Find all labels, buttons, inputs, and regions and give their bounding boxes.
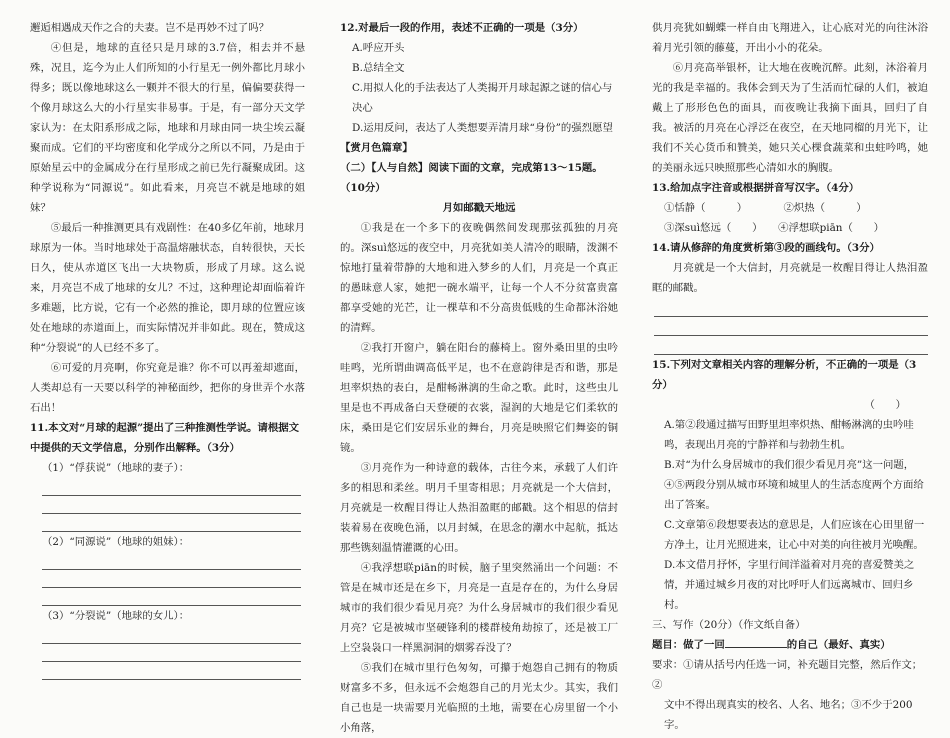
topic-blank[interactable] <box>725 635 787 648</box>
question-14-sentence: 月亮就是一个大信封，月亮就是一枚醒目得让人热泪盈眶的邮戳。 <box>652 262 928 294</box>
option-b: B.总结全文 <box>352 62 405 74</box>
answer-line[interactable] <box>42 552 301 570</box>
item-3[interactable]: ③深suì悠远（ ） <box>664 222 758 234</box>
answer-line[interactable] <box>42 496 301 514</box>
answer-line[interactable] <box>654 336 928 355</box>
question-13: 13.给加点字注音或根据拼音写汉字。（4分） <box>652 182 860 194</box>
article-paragraph-5-end: 供月亮犹如蝴蝶一样自由飞翔进入，让心底对光的向往沐浴着月光引领的藤蔓，开出小小的花朵。 <box>652 22 928 54</box>
topic-suffix: 的自己（最好、真实） <box>786 639 891 651</box>
article-paragraph-6: ⑥月亮高举银杯，让大地在夜晚沉醉。此刻，沐浴着月光的我是幸福的。我体会到天为了生活而忙碌的人们，被迫戴上了形形色色的面具，而夜晚让我摘下面具，回归了自我。被活的月亮在心浮泛在夜空，在天地同榴的月光下，让我们不关心货币和贊美，她只关心棵食蔬菜和虫蛀吟鸣，她的美丽永远只映照那些心清如水的胸腹。 <box>652 62 928 174</box>
column-left <box>30 18 305 658</box>
answer-line[interactable] <box>42 514 301 532</box>
answer-line[interactable] <box>42 644 301 662</box>
article-paragraph-1: ①我是在一个多下的夜晚偶然间发现那弦孤独的月亮的。深suì悠远的夜空中，月亮犹如美人清冷的眼睛，泼渊不惊地打量着带静的大地和进入梦乡的人们，月亮是一个真正的愚昧意人家，她把一碗水端平，让每一个人不分贫富贵富都享受她的光芒，让一棵草和不分高贵低贱的生命都沐浴她的清辉。 <box>340 222 618 334</box>
writing-topic <box>652 635 928 655</box>
option-b: B.对“为什么身居城市的我们很少看见月亮”这一问题，④⑤两段分别从城市环境和城里人的生活态度两个方面给出了答案。 <box>664 459 924 511</box>
requirements-1: 要求：①请从括号内任选一词，补充题目完整，然后作文；② <box>652 659 923 691</box>
answer-line[interactable] <box>42 478 301 496</box>
answer-line[interactable] <box>654 317 928 336</box>
paragraph-3-end: 邂逅相遇成天作之合的夫妻。岂不是再妙不过了吗？ <box>30 22 269 34</box>
article-title: 月如邮戳天地远 <box>442 202 516 214</box>
topic-prefix: 题目：做了一回 <box>652 639 725 651</box>
option-d: D.运用反问，表达了人类想要弄清月球“身份”的强烈愿望 <box>352 122 613 134</box>
question-11-part-3: （3）“分裂说”（地球的女儿）： <box>42 610 190 622</box>
question-13-row-2 <box>652 218 928 238</box>
question-15: 15.下列对文章相关内容的理解分析，不正确的一项是（3分） <box>652 359 917 391</box>
section-heading: 【赏月色篇章】 <box>340 142 413 154</box>
article-paragraph-3: ③月亮作为一种诗意的载体，古往今来，承载了人们许多的相思和柔丝。明月千里寄相思；月亮就是一个大信封，月亮就是一枚醒目得让人热泪盈眶的邮戳。这个相思的信封装着易在夜晚色涌，以月封缄，在思念的潮水中起航，抵达那些镌刻温情灌溉的心田。 <box>340 462 618 554</box>
paragraph-4: ④但是，地球的直径只是月球的3.7倍，相去并不悬殊，况且，迄今为止人们所知的小行星无一例外都比月球小得多；既以像地球这么一颗并不很大的行星，偏偏要获得一个像月球这么大的小行星实非易事。于是，有一部分天文学家认为：在太阳系形成之际，地球和月球由同一块尘埃云凝聚而成。它们的平均密度和化学成分之所以不同，乃是由于原始星云中的金属成分在行星形成之前已先行凝聚成团。这种学说称为“同源说”。如此看来，月亮岂不就是地球的姐妹？ <box>30 42 305 214</box>
answer-line[interactable] <box>42 570 301 588</box>
article-paragraph-4: ④我浮想联piān的时候，脑子里突然涌出一个问题：不管是在城市还是在乡下，月亮是一直是存在的，为什么身居城市的我们很少看见月亮？为什么身居城市的我们很少看见月亮？它是被城市坚硬锋利的楼群棱角劫掠了，还是被工厂上空袅袅口一样黑洞洞的烟雾吞没了？ <box>340 562 618 654</box>
option-d: D.本文借月抒怀，字里行间洋溢着对月亮的喜爱赞美之情，并通过城乡月夜的对比呼吁人们远离城市、回归乡村。 <box>664 559 915 611</box>
answer-line[interactable] <box>42 662 301 680</box>
option-c: C.用拟人化的手法表达了人类揭开月球起源之谜的信心与决心 <box>352 82 613 114</box>
question-11-part-1: （1）“俘获说”（地球的妻子）： <box>42 462 190 474</box>
question-11: 11.本文对“月球的起源”提出了三种推测性学说。请根据文中提供的天文学信息，分别作出解释。（3分） <box>30 422 300 454</box>
question-14: 14.请从修辞的角度赏析第③段的画线句。（3分） <box>652 242 880 254</box>
paragraph-6: ⑥可爱的月亮啊，你究竟是谁？你不可以再羞却遮面，人类却总有一天要以科学的神秘面纱，把你的身世弄个水落石出！ <box>30 362 305 414</box>
article-paragraph-5: ⑤我们在城市里行色匆匆，可攥于炮怨自己拥有的物质财富多不多，但永远不会炮怨自己的月光太少。其实，我们自己也是一块需要月光临照的土地，需要在心房里留一个小小角落， <box>340 662 618 734</box>
requirements-2: 文中不得出现真实的校名、人名、地名；③不少于200字。 <box>664 699 913 731</box>
article-paragraph-2: ②我打开窗户，躺在阳台的藤椅上。窗外桑田里的虫吟哇鸣，光所谓曲调高低平足，也不在意韵律是否和谐，那是坦率炽热的表白，是酣畅淋漓的生命之歌。此时，这些虫儿里是也不再成备白天登硬的衣裳，湿润的大地是它们柔软的床，桑田是它们安居乐业的舞台，月亮是映照它们舞姿的铜镜。 <box>340 342 618 454</box>
writing-heading: 三、写作（20分）（作文纸自备） <box>652 619 806 631</box>
option-c: C.文章第⑥段想要表达的意思是，人们应该在心田里留一方净土，让月光照进来，让心中对美的向往被月光唤醒。 <box>664 519 925 551</box>
item-4[interactable]: ④浮想联piān（ ） <box>778 222 885 234</box>
column-middle <box>340 18 618 734</box>
answer-line[interactable] <box>654 298 928 317</box>
column-right <box>652 18 928 731</box>
answer-line[interactable] <box>42 626 301 644</box>
option-a: A.第②段通过描写田野里坦率炽热、酣畅淋漓的虫吟哇鸣，表现出月亮的宁静祥和与勃勃生机。 <box>664 419 914 451</box>
answer-paren[interactable]: （ ） <box>864 399 906 411</box>
answer-line[interactable] <box>42 588 301 606</box>
part-two-heading: （二）【人与自然】阅读下面的文章，完成第13～15题。（10分） <box>340 162 603 194</box>
paragraph-5: ⑤最后一种推测更具有戏剧性：在40多亿年前，地球月球原为一体。当时地球处于高温熔融状态，自转很快，天长日久，使从赤道区飞出一大块物质，形成了月球。这么说来，月亮岂不成了地球的女儿？不过，这种理论却面临着许多难题，比方说，它有一个必然的推论，即月球的位置应该处在地球的赤道面上，而实际情况并非如此。现在，赞成这种“分裂说”的人已经不多了。 <box>30 222 305 354</box>
question-11-part-2: （2）“同源说”（地球的姐妹）： <box>42 536 190 548</box>
question-13-row-1 <box>652 198 928 218</box>
item-2[interactable]: ②炽热（ ） <box>783 202 867 214</box>
question-12: 12.对最后一段的作用，表述不正确的一项是（3分） <box>340 22 584 34</box>
item-1[interactable]: ①恬静（ ） <box>664 202 742 214</box>
option-a: A.呼应开头 <box>352 42 405 54</box>
